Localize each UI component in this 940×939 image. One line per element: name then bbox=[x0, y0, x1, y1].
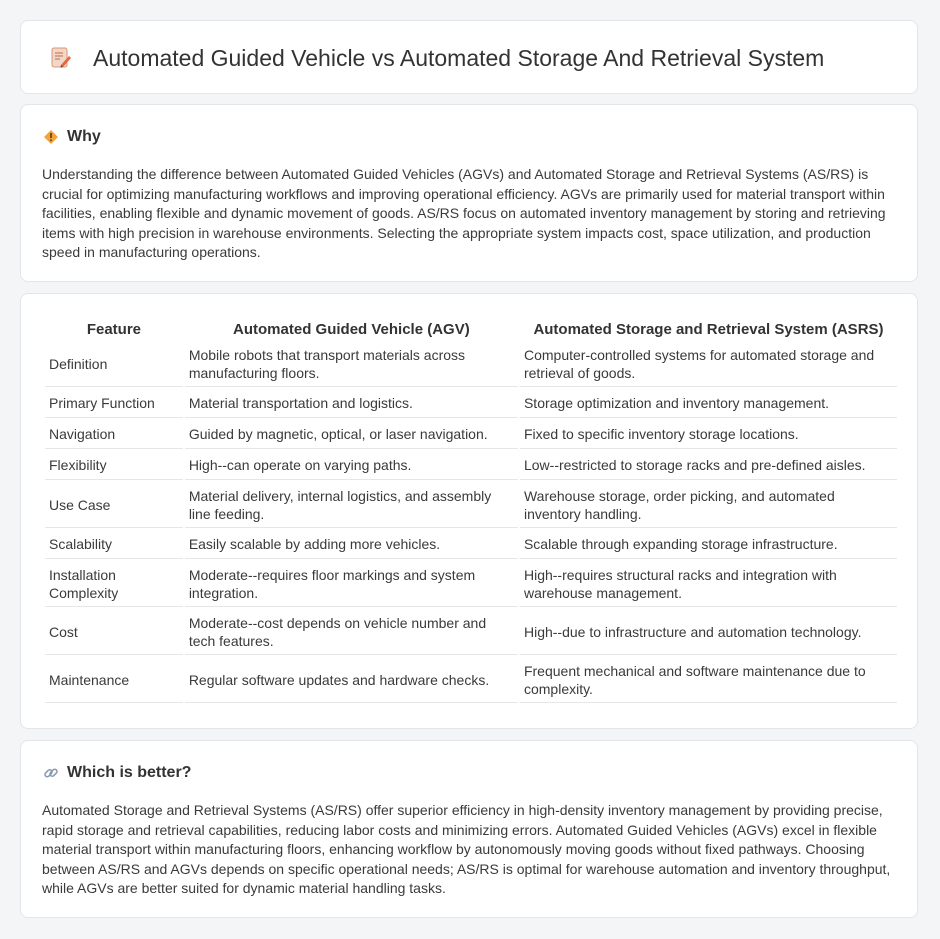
asrs-cell: Warehouse storage, order picking, and automated inventory handling. bbox=[520, 482, 897, 528]
better-heading bbox=[43, 763, 191, 783]
column-header-feature: Feature bbox=[86, 321, 141, 338]
agv-cell: Moderate--requires floor markings and system integration. bbox=[185, 561, 518, 607]
asrs-cell: High--requires structural racks and integration with warehouse management. bbox=[520, 561, 897, 607]
which-is-better-section bbox=[20, 740, 918, 918]
asrs-cell: Storage optimization and inventory management. bbox=[520, 389, 897, 418]
feature-cell: Definition bbox=[45, 341, 183, 387]
table-row bbox=[45, 609, 897, 655]
feature-cell: Maintenance bbox=[45, 657, 183, 703]
table-row bbox=[45, 389, 897, 418]
table-row bbox=[45, 451, 897, 480]
why-section bbox=[20, 104, 918, 282]
header-card bbox=[20, 20, 918, 94]
feature-cell: Scalability bbox=[45, 530, 183, 559]
agv-cell: High--can operate on varying paths. bbox=[185, 451, 518, 480]
table-row bbox=[45, 341, 897, 387]
table-header-row bbox=[45, 316, 897, 339]
feature-cell: Flexibility bbox=[45, 451, 183, 480]
agv-cell: Material delivery, internal logistics, and assembly line feeding. bbox=[185, 482, 518, 528]
page-title: Automated Guided Vehicle vs Automated Storage And Retrieval System bbox=[93, 45, 825, 71]
agv-cell: Moderate--cost depends on vehicle number and tech features. bbox=[185, 609, 518, 655]
table-row bbox=[45, 657, 897, 703]
agv-cell: Regular software updates and hardware checks. bbox=[185, 657, 518, 703]
feature-cell: Installation Complexity bbox=[45, 561, 183, 607]
agv-cell: Easily scalable by adding more vehicles. bbox=[185, 530, 518, 559]
comparison-table bbox=[43, 314, 899, 705]
feature-cell: Cost bbox=[45, 609, 183, 655]
table-row bbox=[45, 420, 897, 449]
agv-cell: Mobile robots that transport materials across manufacturing floors. bbox=[185, 341, 518, 387]
why-body: Understanding the difference between Automated Guided Vehicles (AGVs) and Automated Storage and Retrieval Systems (AS/RS) is crucial for optimizing manufacturing workflows and improving operational efficiency. AGVs are primarily used for material transport within facilities, enabling flexible and dynamic movement of goods. AS/RS focus on automated inventory management by storing and retrieving items with high precision in warehouse environments. Selecting the appropriate system impacts cost, space utilization, and production speed in manufacturing operations. bbox=[42, 166, 886, 261]
agv-cell: Material transportation and logistics. bbox=[185, 389, 518, 418]
feature-cell: Navigation bbox=[45, 420, 183, 449]
asrs-cell: Scalable through expanding storage infrastructure. bbox=[520, 530, 897, 559]
column-header-asrs: Automated Storage and Retrieval System (ASRS) bbox=[533, 321, 884, 338]
comparison-section bbox=[20, 293, 918, 729]
asrs-cell: Frequent mechanical and software maintenance due to complexity. bbox=[520, 657, 897, 703]
better-body: Automated Storage and Retrieval Systems (AS/RS) offer superior efficiency in high-density inventory management by providing precise, rapid storage and retrieval capabilities, reducing labor costs and minimizing errors. Automated Guided Vehicles (AGVs) excel in flexible material transport within manufacturing floors, enhancing workflow by autonomously moving goods without fixed pathways. Choosing between AS/RS and AGVs depends on specific operational needs; AS/RS is optimal for warehouse automation and inventory throughput, while AGVs are better suited for dynamic material handling tasks. bbox=[42, 802, 891, 897]
table-row bbox=[45, 482, 897, 528]
column-header-agv: Automated Guided Vehicle (AGV) bbox=[233, 321, 470, 338]
asrs-cell: Low--restricted to storage racks and pre-defined aisles. bbox=[520, 451, 897, 480]
feature-cell: Primary Function bbox=[45, 389, 183, 418]
why-heading-label: Why bbox=[67, 128, 101, 145]
link-icon bbox=[43, 765, 59, 781]
table-row bbox=[45, 530, 897, 559]
memo-pencil-icon bbox=[47, 45, 73, 71]
table-row bbox=[45, 561, 897, 607]
asrs-cell: High--due to infrastructure and automation technology. bbox=[520, 609, 897, 655]
asrs-cell: Computer-controlled systems for automated storage and retrieval of goods. bbox=[520, 341, 897, 387]
agv-cell: Guided by magnetic, optical, or laser navigation. bbox=[185, 420, 518, 449]
sign-icon bbox=[43, 129, 59, 145]
feature-cell: Use Case bbox=[45, 482, 183, 528]
better-heading-label: Which is better? bbox=[67, 764, 192, 781]
asrs-cell: Fixed to specific inventory storage locations. bbox=[520, 420, 897, 449]
why-heading bbox=[43, 127, 101, 147]
